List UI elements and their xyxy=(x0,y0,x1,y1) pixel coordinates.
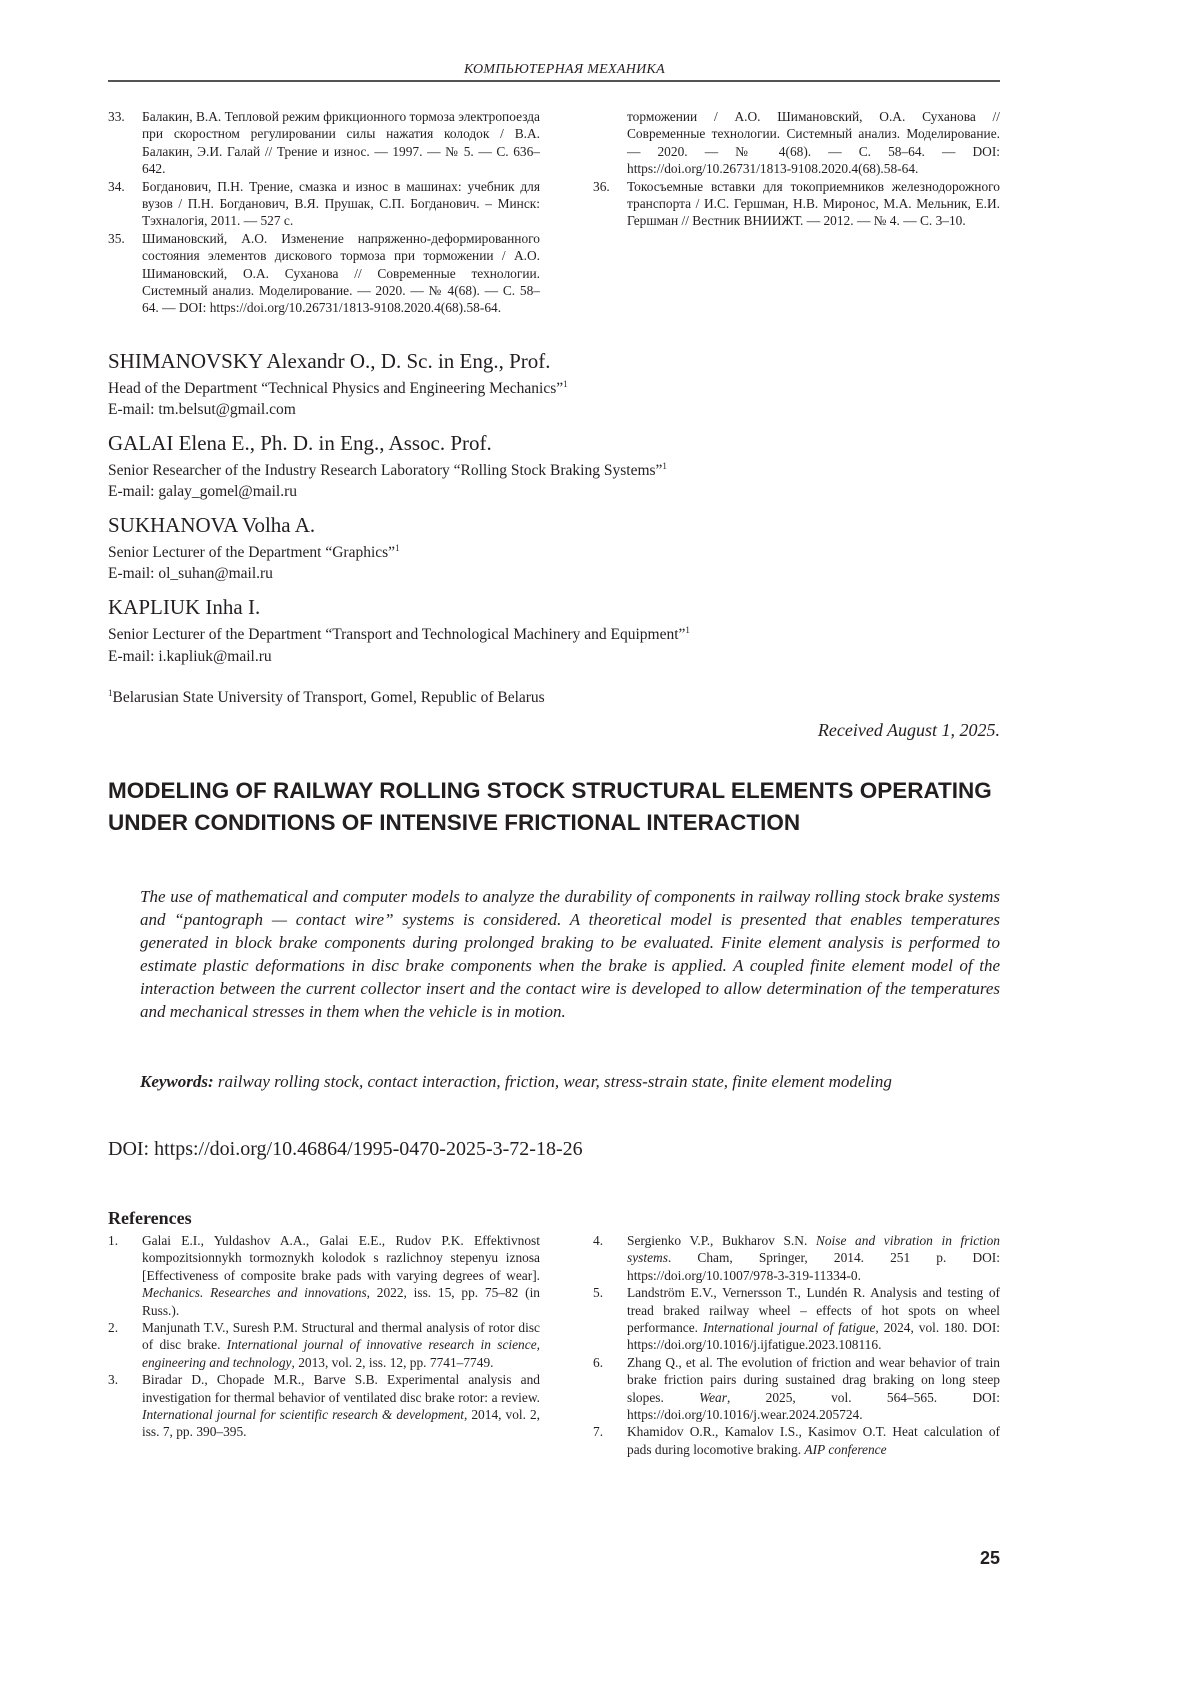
reference-number: 4. xyxy=(593,1232,627,1284)
ref-part: , 2014, vol. 2, iss. 7, pp. 390–395. xyxy=(142,1407,540,1439)
ref-part: . Cham, Springer, 2014. 251 p. DOI: https://doi.org/10.1007/978-3-319-11334-0. xyxy=(627,1250,1000,1282)
reference-item xyxy=(593,1423,1000,1458)
reference-number: 6. xyxy=(593,1354,627,1424)
keywords-text: railway rolling stock, contact interaction, friction, wear, stress-strain state, finite element modeling xyxy=(214,1072,892,1091)
reference-item xyxy=(108,178,540,230)
position-text: Head of the Department “Technical Physics and Engineering Mechanics” xyxy=(108,380,563,397)
received-date: Received August 1, 2025. xyxy=(600,720,1000,741)
ref-source: Mechanics. Researches and innovations xyxy=(142,1285,367,1300)
references-heading: References xyxy=(108,1208,192,1229)
affiliation-text: Belarusian State University of Transport, Gomel, Republic of Belarus xyxy=(113,689,545,706)
reference-item-continued xyxy=(593,108,1000,178)
affiliation-mark: 1 xyxy=(685,625,690,635)
reference-number: 36. xyxy=(593,178,627,230)
ref-part: , 2024, vol. 180. DOI: https://doi.org/10.1016/j.ijfatigue.2023.108116. xyxy=(627,1320,1000,1352)
keywords xyxy=(140,1070,1000,1093)
reference-text xyxy=(627,1232,1000,1284)
author-name: GALAI Elena E., Ph. D. in Eng., Assoc. Prof. xyxy=(108,430,1008,456)
reference-text: Богданович, П.Н. Трение, смазка и износ в машинах: учебник для вузов / П.Н. Богданович, В.Я. Прушак, С.П. Богданович. – Минск: Тэхналогія, 2011. — 527 с. xyxy=(142,178,540,230)
affiliation-mark: 1 xyxy=(108,688,113,698)
reference-text: Токосъемные вставки для токоприемников железнодорожного транспорта / И.С. Гершман, Н.В. Миронос, М.А. Мельник, Е.И. Гершман // Вестник ВНИИЖТ. — 2012. — № 4. — С. 3–10. xyxy=(627,178,1000,230)
reference-item xyxy=(593,1354,1000,1424)
reference-item xyxy=(593,1232,1000,1284)
abstract: The use of mathematical and computer models to analyze the durability of components in railway rolling stock brake systems and “pantograph — contact wire” systems is considered. A theoretical model is presented that enables temperatures generated in block brake components during prolonged braking to be evaluated. Finite element analysis is performed to estimate plastic deformations in disc brake components when the brake is applied. A coupled finite element model of the interaction between the current collector insert and the contact wire is developed to allow determination of the temperatures and mechanical stresses in them when the vehicle is in motion. xyxy=(140,885,1000,1023)
ref-source: AIP conference xyxy=(804,1442,886,1457)
ref-source: International journal of fatigue xyxy=(703,1320,875,1335)
reference-number: 33. xyxy=(108,108,142,178)
reference-number: 3. xyxy=(108,1371,142,1441)
ref-source: International journal of innovative research in science, engineering and technology xyxy=(142,1337,540,1369)
position-text: Senior Lecturer of the Department “Transport and Technological Machinery and Equipment” xyxy=(108,627,685,644)
reference-text xyxy=(142,1232,540,1319)
keywords-label: Keywords: xyxy=(140,1072,214,1091)
author-name: KAPLIUK Inha I. xyxy=(108,594,1008,620)
ref-part: Zhang Q., et al. The evolution of friction and wear behavior of train brake friction pairs during sustained drag braking on long steep slopes. xyxy=(627,1355,1000,1405)
russian-references-left xyxy=(108,108,540,265)
author-position xyxy=(108,456,1008,481)
author-email: E-mail: ol_suhan@mail.ru xyxy=(108,563,1008,584)
ref-part: Biradar D., Chopade M.R., Barve S.B. Experimental analysis and investigation for thermal behavior of ventilated disc brake rotor: a review. xyxy=(142,1372,540,1404)
reference-number: 1. xyxy=(108,1232,142,1319)
author xyxy=(108,430,1008,502)
ref-part: Galai E.I., Yuldashov A.A., Galai E.E., Rudov P.K. Effektivnost kompozitsionnykh tormoznykh kolodok s razlichnoy stepenyu iznosa [Effectiveness of composite brake pads with varying degrees of wear]. xyxy=(142,1233,540,1283)
ref-part: Landström E.V., Vernersson T., Lundén R. Analysis and testing of tread braked railway wheel – effects of hot spots on wheel performance. xyxy=(627,1285,1000,1335)
doi-link[interactable]: DOI: https://doi.org/10.46864/1995-0470-2025-3-72-18-26 xyxy=(108,1138,583,1161)
page-number: 25 xyxy=(960,1548,1000,1569)
references-right xyxy=(593,1232,1000,1458)
journal-page xyxy=(0,0,1200,1698)
author-name: SHIMANOVSKY Alexandr O., D. Sc. in Eng., Prof. xyxy=(108,348,1008,374)
author-position xyxy=(108,620,1008,645)
affiliation-mark: 1 xyxy=(395,543,400,553)
affiliation-mark: 1 xyxy=(563,379,568,389)
author xyxy=(108,594,1008,666)
reference-text xyxy=(627,1423,1000,1458)
ref-part: , 2025, vol. 564–565. DOI: https://doi.org/10.1016/j.wear.2024.205724. xyxy=(627,1390,1000,1422)
position-text: Senior Researcher of the Industry Research Laboratory “Rolling Stock Braking Systems” xyxy=(108,462,662,479)
affiliation-mark: 1 xyxy=(662,461,667,471)
reference-item xyxy=(108,1232,540,1319)
affiliation xyxy=(108,683,1008,708)
author-email: E-mail: tm.belsut@gmail.com xyxy=(108,399,1008,420)
header-rule xyxy=(108,80,1000,82)
ref-part: , 2013, vol. 2, iss. 12, pp. 7741–7749. xyxy=(292,1355,494,1370)
reference-number: 2. xyxy=(108,1319,142,1371)
ref-part: Sergienko V.P., Bukharov S.N. xyxy=(627,1233,816,1248)
reference-text xyxy=(142,1319,540,1371)
reference-item xyxy=(108,1371,540,1441)
reference-item xyxy=(593,1284,1000,1354)
reference-text xyxy=(627,1354,1000,1424)
ref-source: International journal for scientific research & development xyxy=(142,1407,464,1422)
reference-number: 7. xyxy=(593,1423,627,1458)
reference-item xyxy=(108,108,540,178)
author xyxy=(108,348,1008,420)
ref-source: Wear xyxy=(699,1390,727,1405)
author xyxy=(108,512,1008,584)
reference-number: 5. xyxy=(593,1284,627,1354)
reference-number: 35. xyxy=(108,230,142,265)
running-header: КОМПЬЮТЕРНАЯ МЕХАНИКА xyxy=(108,62,1000,78)
ref-part: , 2022, iss. 15, pp. 75–82 (in Russ.). xyxy=(142,1285,540,1317)
references-left xyxy=(108,1232,540,1441)
reference-text xyxy=(142,1371,540,1441)
reference-text: Балакин, В.А. Тепловой режим фрикционного тормоза электропоезда при скоростном регулировании силы нажатия колодок / В.А. Балакин, Э.И. Галай // Трение и износ. — 1997. — № 5. — С. 636–642. xyxy=(142,108,540,178)
position-text: Senior Lecturer of the Department “Graphics” xyxy=(108,544,395,561)
author-name: SUKHANOVA Volha A. xyxy=(108,512,1008,538)
reference-number: 34. xyxy=(108,178,142,230)
reference-text xyxy=(627,1284,1000,1354)
authors-block xyxy=(108,348,1008,708)
ref-part: Khamidov O.R., Kamalov I.S., Kasimov O.T. Heat calculation of pads during locomotive braking. xyxy=(627,1424,1000,1456)
reference-item xyxy=(108,230,540,265)
article-title: MODELING OF RAILWAY ROLLING STOCK STRUCTURAL ELEMENTS OPERATING UNDER CONDITIONS OF INTENSIVE FRICTIONAL INTERACTION xyxy=(108,775,1008,839)
author-position xyxy=(108,538,1008,563)
author-email: E-mail: galay_gomel@mail.ru xyxy=(108,481,1008,502)
reference-item xyxy=(593,178,1000,230)
ref-part: Manjunath T.V., Suresh P.M. Structural and thermal analysis of rotor disc of disc brake. xyxy=(142,1320,540,1352)
reference-text: торможении / А.О. Шимановский, О.А. Суханова // Современные технологии. Системный анализ. Моделирование. — 2020. — № 4(68). — С. 58–64. — DOI: https://doi.org/10.26731/1813-9108.2020.4(68).58-64. xyxy=(627,108,1000,178)
reference-text: Шимановский, А.О. Изменение напряженно-деформированного состояния элементов дискового тормоза при торможении / А.О. Шимановский, О.А. Суханова // Современные технологии. Системный анализ. Моделирование. — 2020. — № 4(68). — С. 58–64. — DOI: https://doi.org/10.26731/1813-9108.2020.4(68).58-64. xyxy=(142,230,540,265)
author-email: E-mail: i.kapliuk@mail.ru xyxy=(108,646,1008,667)
reference-item xyxy=(108,1319,540,1371)
author-position xyxy=(108,374,1008,399)
russian-references-right xyxy=(593,108,1000,230)
ref-source: Noise and vibration in friction systems xyxy=(627,1233,1000,1265)
